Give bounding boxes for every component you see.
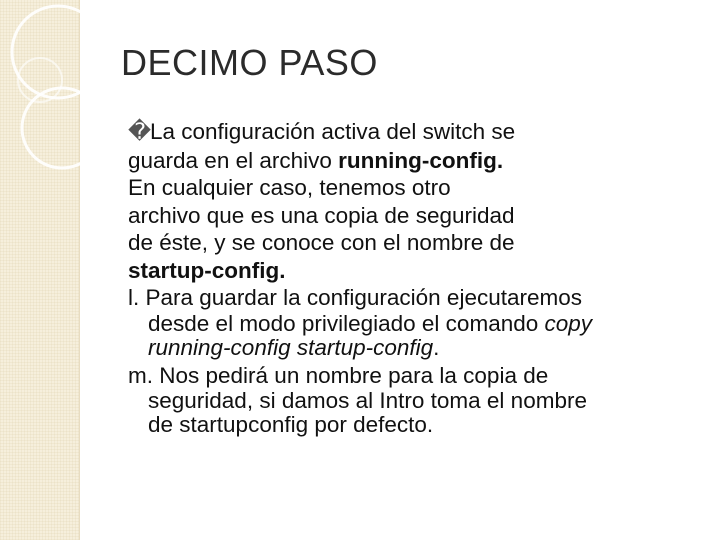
bullet-glyph: �	[128, 119, 152, 145]
list-item-l-cont	[128, 312, 698, 336]
list-item-m-cont: de startupconfig por defecto.	[148, 412, 434, 437]
filename-running-config: running-config.	[338, 147, 504, 173]
list-item-m: m. Nos pedirá un nombre para la copia de	[128, 362, 549, 388]
command-copy: copy	[544, 310, 593, 336]
paragraph-line: archivo que es una copia de seguridad	[128, 202, 515, 228]
paragraph-line: de éste, y se conoce con el nombre de	[128, 230, 515, 255]
text: guarda en el archivo	[128, 147, 339, 173]
filename-startup-config: startup-config.	[128, 257, 286, 283]
text: desde el modo privilegiado el comando	[148, 310, 545, 336]
slide-body	[128, 118, 698, 437]
paragraph-line: En cualquier caso, tenemos otro	[128, 175, 451, 200]
paragraph-line	[128, 147, 698, 175]
slide-title: DECIMO PASO	[121, 42, 378, 83]
command-args: running-config startup-config	[148, 334, 434, 360]
list-item-l-cont	[128, 336, 698, 360]
decorative-circles	[0, 0, 130, 175]
text: La configuración activa del switch se	[150, 119, 516, 144]
list-item-m-cont: seguridad, si damos al Intro toma el nombre	[148, 388, 587, 413]
paragraph-line	[128, 118, 698, 147]
text: .	[433, 334, 440, 360]
list-item-l: l. Para guardar la configuración ejecutaremos	[128, 285, 582, 310]
paragraph-line	[128, 257, 698, 285]
